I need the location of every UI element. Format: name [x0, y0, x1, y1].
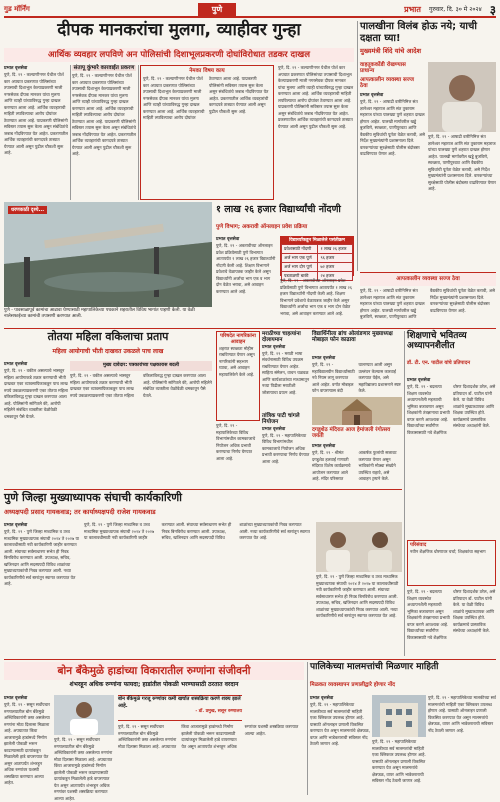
lead-col2-title: संतापू कुंभारे कारवाईत प्रकरण — [73, 65, 135, 71]
tax-body-end: पुणे, दि. २९ - महापालिकेच्या मालकीच्या सर्व मालमत्तांची माहिती एका क्लिकवर उपलब्ध होणार आहे. यासाठी ऑनलाइन प्रणाली विकसित करण्यात येत असून मालमत्तांचे क्षेत्रफळ, वापर आणि भाडेकराराची सविस्तर नोंद ठेवली जाणार आहे. — [372, 739, 426, 783]
students-headline-block — [312, 331, 402, 353]
school-table-box — [280, 236, 354, 279]
district-col-3 — [316, 574, 402, 656]
table-row — [282, 254, 353, 263]
table-row — [282, 263, 353, 272]
bone-headline: बोन बँकेमुळे हाडांच्या विकारातील रुग्णांना संजीवनी — [57, 665, 251, 677]
monsoon-photo-illustration — [4, 202, 212, 307]
section-divider — [4, 489, 402, 490]
right-mid-body-text: पुणे, दि. २९ - आषाढी वारीनिमित्त संत ज्ञानेश्वर महाराज आणि संत तुकाराम महाराज यांच्या पालख्या पुणे शहरात दाखल होणार आहेत. पालखी मार्गावरील खड्डे बुजविणे, स्वच्छता, पाणीपुरवठा आणि वैद्यकीय सुविधांची पूर्तता वेळेत करावी, असे निर्देश मुख्यमंत्र्यांनी प्रशासनाला दिले. वारकऱ्यांच्या सुरक्षेसाठी पोलीस बंदोबस्त वाढविण्यात येणार आहे. — [360, 288, 495, 319]
lead-col-1 — [4, 65, 68, 200]
photo-caption-block — [4, 308, 212, 322]
temple-body-block — [312, 443, 402, 486]
district-body-cont: पुणे, दि. २९ - पुणे जिल्हा माध्यमिक व उच्च माध्यमिक मुख्याध्यापक संघाची २०२४ ते २०२७ या कालावधीसाठी नवी कार्यकारिणी जाहीर करण्यात आली. संघाच्या सर्वसाधारण सभेत ही निवड बिनविरोध करण्यात आली. उपाध्यक्ष, सचिव, खजिनदार आणि सदस्यपदी विविध शाळांच्या मुख्याध्यापकांची निवड करण्यात आली. नव्या कार्यकारिणीचे सर्व स्तरांतून स्वागत करण्यात येत आहे. — [84, 522, 310, 540]
education-inset-title: परिसंवाद — [410, 542, 427, 548]
building-illustration — [372, 695, 426, 737]
palkhi-body: पुणे, दि. २९ - आषाढी वारीनिमित्त संत ज्ञानेश्वर महाराज आणि संत तुकाराम महाराज यांच्या पालख्या पुणे शहरात दाखल होणार आहेत. पालखी मार्गावरील खड्डे बुजविणे, स्वच्छता, पाणीपुरवठा आणि वैद्यकीय सुविधांची पूर्तता वेळेत करावी, असे निर्देश मुख्यमंत्र्यांनी प्रशासनाला दिले. वारकऱ्यांच्या सुरक्षेसाठी पोलीस बंदोबस्त वाढविण्यात येणार आहे. — [360, 99, 425, 156]
education-inset — [407, 540, 496, 586]
district-subhead-block — [4, 509, 402, 520]
bone-col-1 — [4, 695, 52, 795]
education-subhead-block — [407, 361, 496, 375]
education-headline: शिक्षणाचे भवितव्य अध्यापनशैलीत — [407, 331, 467, 352]
bone-byline: प्रभात वृत्तसेवा — [4, 696, 28, 701]
school-byline: प्रभात वृत्तसेवा — [216, 237, 240, 242]
bone-col-2 — [54, 737, 114, 801]
column-rule — [404, 331, 405, 656]
marathi-byline: प्रभात वृत्तसेवा — [262, 344, 286, 350]
school-stats-table — [281, 244, 353, 281]
palkhi-col-2 — [428, 134, 496, 270]
palkhi-body-cont: पुणे, दि. २९ - आषाढी वारीनिमित्त संत ज्ञानेश्वर महाराज आणि संत तुकाराम महाराज यांच्या पालख्या पुणे शहरात दाखल होणार आहेत. पालखी मार्गावरील खड्डे बुजविणे, स्वच्छता, पाणीपुरवठा आणि वैद्यकीय सुविधांची पूर्तता वेळेत करावी, असे निर्देश मुख्यमंत्र्यांनी प्रशासनाला दिले. वारकऱ्यांच्या सुरक्षेसाठी पोलीस बंदोबस्त वाढविण्यात येणार आहे. — [428, 134, 496, 191]
table-cell: ७२ हजार — [318, 263, 353, 272]
district-subhead: अध्यक्षपदी प्रसाद गायकवाड; तर कार्याध्यक्षपदी राजेश गायकवाड — [4, 508, 156, 516]
palkhi-headline: पालखीना विलंब होऊ नये; याची दक्षता घ्या! — [360, 21, 477, 44]
column-rule — [307, 662, 308, 795]
palkhi-byline: प्रभात वृत्तसेवा — [360, 93, 384, 98]
section-label: गुड मॉर्निंग — [4, 4, 30, 13]
palkhi-photo — [428, 62, 496, 132]
students-body-block — [312, 355, 402, 395]
advocate-body: पुणे, दि. २९ - वकील असल्याचे भासवून महिला आयोगाकडे तक्रार करण्याची भीती दाखवत एका व्यावसायिकाकडून पाच लाख रुपये उकळल्याप्रकरणी एका तोतया महिला वकिलाविरुद्ध गुन्हा दाखल करण्यात आला आहे. पोलिसांनी सांगितले की, आरोपी महिलेने संबंधित व्यक्तीला वेळोवेळी धमकावून पैसे घेतले. — [4, 368, 68, 419]
district-body-end: पुणे, दि. २९ - पुणे जिल्हा माध्यमिक व उच्च माध्यमिक मुख्याध्यापक संघाची २०२४ ते २०२७ या कालावधीसाठी नवी कार्यकारिणी जाहीर करण्यात आली. संघाच्या सर्वसाधारण सभेत ही निवड बिनविरोध करण्यात आली. उपाध्यक्ष, सचिव, खजिनदार आणि सदस्यपदी विविध शाळांच्या मुख्याध्यापकांची निवड करण्यात आली. नव्या कार्यकारिणीचे सर्व स्तरांतून स्वागत करण्यात येत आहे. — [316, 574, 399, 618]
right-mid-band-text: आपत्कालीन व्यवस्था सज्ज ठेवा — [396, 276, 460, 282]
lead-inset-body: पुणे, दि. २९ - कल्याणीनगर येथील पोर्श कार अपघात प्रकरणात पोलिसांच्या तपासाची दिशाभूल केल्याप्रकरणी माजी नगरसेवक दीपक मानकर यांचा मुलगा आणि व्याही यांच्याविरुद्ध गुन्हा दाखल करण्यात आला आहे. आर्थिक व्यवहाराची माहिती लपविल्याचा आरोप दोघांवर ठेवण्यात आला आहे. याप्रकरणी पोलिसांनी सविस्तर तपास सुरू केला असून संबंधितांचे जबाब नोंदविण्यात येत आहेत. प्रकरणातील आर्थिक व्यवहारांची कागदपत्रे ताब्यात घेण्यात आली असून पुढील चौकशी सुरू आहे. — [143, 76, 269, 121]
right-mid-body — [360, 288, 496, 326]
education-body-cont-block — [407, 589, 496, 655]
district-headline-block — [4, 492, 402, 508]
temple-illustration — [312, 397, 402, 425]
tax-col-1 — [310, 695, 370, 795]
rules-story — [262, 413, 310, 486]
table-cell: अर्ज भाग दोन पूर्ण — [282, 263, 318, 272]
advocate-col-2 — [70, 373, 212, 486]
rules-headline: तांत्रिक पाटी चांगले नियोजन — [262, 413, 300, 426]
aside-box — [216, 331, 260, 421]
bone-quote-box — [118, 695, 242, 721]
district-byline: प्रभात वृत्तसेवा — [4, 523, 28, 528]
education-body-cont: पुणे, दि. २९ - बदलत्या शिक्षण व्यवस्थेत अध्यापनशैली महत्त्वाची भूमिका बजावणार असून शिक्षकांनी तंत्रज्ञानाचा प्रभावी वापर करणे आवश्यक आहे. विद्यार्थ्यांच्या सर्वांगीण विकासासाठी नवे शैक्षणिक धोरण दिशादर्शक ठरेल, असे प्रतिपादन डॉ. पाटील यांनी केले. या वेळी विविध शाळांचे मुख्याध्यापक आणि शिक्षक उपस्थित होते. कार्यक्रमाचे प्रास्ताविक संस्थेच्या अध्यक्षांनी केले. — [407, 589, 496, 640]
palkhi-bullets — [360, 62, 420, 90]
bone-quote-author: - डॉ. प्रमुख, ससून रुग्णालय — [195, 709, 242, 714]
school-subhead: पुणे विभाग; अकरावी ऑनलाइन प्रवेश प्रक्रिया — [216, 224, 308, 230]
palkhi-col-1 — [360, 92, 426, 270]
tax-byline: प्रभात वृत्तसेवा — [310, 696, 334, 701]
school-subhead-block — [216, 224, 354, 234]
education-byline: प्रभात वृत्तसेवा — [407, 378, 431, 383]
rules-byline: प्रभात वृत्तसेवा — [262, 426, 286, 432]
school-col-2 — [280, 278, 354, 326]
tax-subhead: मिळकत व्यवस्थापन प्रणालीद्वारे होणार नोंद — [310, 682, 396, 688]
lead-col-2 — [72, 65, 136, 200]
lead-subhead-block — [4, 48, 354, 62]
lead-inset-title: नेमका विषय काय — [189, 68, 225, 74]
temple-photo — [312, 397, 402, 425]
palkhi-subhead-block — [360, 48, 496, 60]
page-number: ३ — [489, 2, 496, 17]
lead-headline-block — [4, 21, 354, 47]
table-cell: १ लाख २६ हजार — [318, 245, 353, 254]
bone-quote: बोन बँकेमुळे गरजू रुग्णांवर कमी खर्चात शस्त्रक्रिया करणे शक्य झाले आहे. — [118, 696, 241, 709]
bone-subhead: शंभरहून अधिक रुग्णांना फायदा; हाडांतील पोकळी भरण्यासाठी ठरतात वरदान — [69, 681, 239, 688]
students-byline: प्रभात वृत्तसेवा — [312, 356, 336, 361]
masthead-right — [404, 1, 496, 18]
brand-logo: प्रभात — [404, 4, 421, 14]
aside-below — [216, 423, 260, 486]
tax-col-2 — [428, 695, 496, 795]
school-headline: १ लाख २६ हजार विद्यार्थ्यांची नोंदणी — [216, 204, 341, 215]
photo-tag: धरणकाठी दृश्ये... — [8, 206, 47, 214]
right-mid-band — [360, 272, 496, 286]
marathi-story — [262, 331, 310, 411]
lead-byline: प्रभात वृत्तसेवा — [4, 66, 28, 71]
section-divider — [4, 328, 496, 329]
district-col-1 — [4, 522, 80, 656]
tax-headline-block — [310, 662, 496, 680]
advocate-inset-band — [70, 361, 212, 371]
table-cell: पडताळणी बाकी — [282, 272, 318, 281]
school-body-cont: पुणे, दि. २९ - अकरावीच्या ऑनलाइन प्रवेश प्रक्रियेसाठी पुणे विभागात आतापर्यंत १ लाख २६ हजार विद्यार्थ्यांनी नोंदणी केली आहे. शिक्षण विभागाने प्रवेशाचे वेळापत्रक जाहीर केले असून विद्यार्थ्यांनी अर्जाचा भाग एक व भाग दोन वेळेत भरावा, असे आवाहन करण्यात आले आहे. — [280, 278, 353, 316]
lead-inset-box — [140, 65, 274, 200]
school-col-1 — [216, 236, 276, 326]
aside-title: परिषदेत नागरिकांना आवाहन — [220, 333, 256, 345]
section-divider — [4, 659, 496, 660]
table-row — [282, 245, 353, 254]
marathi-headline: मराठीच्या चाहत्यांना दोलायमान — [262, 331, 301, 344]
education-headline-block — [407, 331, 496, 359]
advocate-body-cont: पुणे, दि. २९ - वकील असल्याचे भासवून महिला आयोगाकडे तक्रार करण्याची भीती दाखवत एका व्यावसायिकाकडून पाच लाख रुपये उकळल्याप्रकरणी एका तोतया महिला वकिलाविरुद्ध गुन्हा दाखल करण्यात आला आहे. पोलिसांनी सांगितले की, आरोपी महिलेने संबंधित व्यक्तीला वेळोवेळी धमकावून पैसे घेतले. — [70, 373, 212, 398]
palkhi-bullet: वाहतूककोंडी रोखण्यास प्राधान्य — [360, 62, 406, 75]
school-table-title: विद्यार्थ्यांकडून मिळालेले पसंतीक्रम — [281, 237, 353, 244]
bone-body: पुणे, दि. २९ - ससून सर्वोपचार रुग्णालयातील बोन बँकेमुळे अस्थिविकारांनी त्रस्त असलेल्या रुग्णांना मोठा दिलासा मिळाला आहे. अपघातात किंवा आजारामुळे हाडांमध्ये निर्माण झालेली पोकळी भरून काढण्यासाठी दात्यांकडून मिळालेली हाडे वापरण्यात येत असून आतापर्यंत शंभरहून अधिक रुग्णांवर यशस्वी शस्त्रक्रिया करण्यात आल्या आहेत. — [4, 702, 50, 785]
palkhi-headline-block — [360, 21, 496, 47]
table-cell: २४ हजार — [318, 272, 353, 281]
district-headline: पुणे जिल्हा मुख्याध्यापक संघाची कार्यकारिणी — [4, 491, 183, 504]
students-body: पुणे, दि. २९ - महाविद्यालयीन विद्यार्थ्यांसाठी नवे नियम लागू करण्यात आले आहेत. वर्गात मोबाइल फोन वापरण्यास बंदी घालण्यात आली असून उल्लंघन केल्यास कारवाई करण्यात येईल, असे महाविद्यालय प्रशासनाने स्पष्ट केले. — [312, 362, 401, 393]
district-col-2 — [84, 522, 312, 656]
lead-body: पुणे, दि. २९ - कल्याणीनगर येथील पोर्श कार अपघात प्रकरणात पोलिसांच्या तपासाची दिशाभूल केल्याप्रकरणी माजी नगरसेवक दीपक मानकर यांचा मुलगा आणि व्याही यांच्याविरुद्ध गुन्हा दाखल करण्यात आला आहे. आर्थिक व्यवहाराची माहिती लपविल्याचा आरोप दोघांवर ठेवण्यात आला आहे. याप्रकरणी पोलिसांनी सविस्तर तपास सुरू केला असून संबंधितांचे जबाब नोंदविण्यात येत आहेत. प्रकरणातील आर्थिक व्यवहारांची कागदपत्रे ताब्यात घेण्यात आली असून पुढील चौकशी सुरू आहे. — [4, 72, 69, 155]
issue-date: गुरुवार, दि. ३० मे २०२४ — [428, 6, 482, 13]
city-label: पुणे — [198, 3, 236, 16]
table-cell: प्रवेशासाठी नोंदणी — [282, 245, 318, 254]
bone-headline-block — [4, 662, 304, 680]
students-headline: विद्यार्थिनीला ब्रांच ओलांडणार मुख्याध्यक्ष मोबाइल फोन काढावा — [312, 331, 393, 344]
district-body: पुणे, दि. २९ - पुणे जिल्हा माध्यमिक व उच्च माध्यमिक मुख्याध्यापक संघाची २०२४ ते २०२७ या कालावधीसाठी नवी कार्यकारिणी जाहीर करण्यात आली. संघाच्या सर्वसाधारण सभेत ही निवड बिनविरोध करण्यात आली. उपाध्यक्ष, सचिव, खजिनदार आणि सदस्यपदी विविध शाळांच्या मुख्याध्यापकांची निवड करण्यात आली. नव्या कार्यकारिणीचे सर्व स्तरांतून स्वागत करण्यात येत आहे. — [4, 529, 79, 586]
marathi-body: पुणे, दि. २९ - मराठी भाषा संवर्धनासाठी विविध उपक्रम राबविण्यात येणार आहेत. साहित्य संमेलन, वाचन चळवळ आणि कार्यशाळांच्या माध्यमातून नव्या पिढीला मराठीशी जोडण्याचा प्रयत्न आहे. — [262, 350, 310, 395]
palkhi-bullet: आपत्कालीन व्यवस्था सज्ज ठेवा — [360, 76, 414, 89]
cm-portrait-illustration — [428, 62, 496, 132]
palkhi-subhead: मुख्यमंत्री शिंदे यांचे आदेश — [360, 47, 422, 55]
bone-subhead-block — [4, 682, 304, 693]
rules-body: पुणे, दि. २९ - महापालिकेच्या विविध विभागांमधील कामकाजाचे नियोजन अधिक प्रभावी करण्याचा निर्णय घेण्यात आला आहे. — [262, 432, 310, 464]
education-subhead: डॉ. टी. एन. पाटील यांचे प्रतिपादन — [407, 360, 470, 366]
column-rule — [357, 21, 358, 271]
advocate-inset-title: मुख्य दावेदार: पत्रकारांच्या पक्षकारास बदली — [102, 363, 179, 368]
tax-body: पुणे, दि. २९ - महापालिकेच्या मालकीच्या सर्व मालमत्तांची माहिती एका क्लिकवर उपलब्ध होणार आहे. यासाठी ऑनलाइन प्रणाली विकसित करण्यात येत असून मालमत्तांचे क्षेत्रफळ, वापर आणि भाडेकराराची सविस्तर नोंद ठेवली जाणार आहे. — [310, 702, 370, 746]
bone-body-cont: पुणे, दि. २९ - ससून सर्वोपचार रुग्णालयातील बोन बँकेमुळे अस्थिविकारांनी त्रस्त असलेल्या रुग्णांना मोठा दिलासा मिळाला आहे. अपघातात किंवा आजारामुळे हाडांमध्ये निर्माण झालेली पोकळी भरून काढण्यासाठी दात्यांकडून मिळालेली हाडे वापरण्यात येत असून आतापर्यंत शंभरहून अधिक रुग्णांवर यशस्वी शस्त्रक्रिया करण्यात आल्या आहेत. — [54, 737, 113, 801]
school-headline-block — [216, 205, 354, 223]
doctor-portrait-illustration — [54, 695, 114, 735]
temple-headline-block — [312, 427, 402, 441]
bone-photo — [54, 695, 114, 735]
lead-subhead: आर्थिक व्यवहार लपविणे अन पोलिसांची दिशाभूलप्रकरणी दोघांविरोधात तडकर दाखल — [48, 50, 310, 60]
tax-subhead-block — [310, 682, 496, 693]
tax-body-cont: पुणे, दि. २९ - महापालिकेच्या मालकीच्या सर्व मालमत्तांची माहिती एका क्लिकवर उपलब्ध होणार आहे. यासाठी ऑनलाइन प्रणाली विकसित करण्यात येत असून मालमत्तांचे क्षेत्रफळ, वापर आणि भाडेकराराची सविस्तर नोंद ठेवली जाणार आहे. — [428, 695, 496, 733]
photo-caption: पुणे - पावसाळापूर्व कामांचा आढावा घेण्यासाठी महापालिकेच्या पथकाने शहरातील विविध भागांत पाहणी केली. या वेळी नालेसफाईच्या कामांची तपासणी करण्यात आली. — [4, 308, 195, 320]
table-cell: अर्ज भाग एक पूर्ण — [282, 254, 318, 263]
advocate-subhead-block — [4, 349, 212, 359]
advocate-col-1 — [4, 361, 68, 486]
lead-col-4 — [278, 65, 354, 200]
column-rule — [70, 65, 71, 200]
advocate-byline: प्रभात वृत्तसेवा — [4, 362, 28, 367]
bone-body-end: पुणे, दि. २९ - ससून सर्वोपचार रुग्णालयातील बोन बँकेमुळे अस्थिविकारांनी त्रस्त असलेल्या रुग्णांना मोठा दिलासा मिळाला आहे. अपघातात किंवा आजारामुळे हाडांमध्ये निर्माण झालेली पोकळी भरून काढण्यासाठी दात्यांकडून मिळालेली हाडे वापरण्यात येत असून आतापर्यंत शंभरहून अधिक रुग्णांवर यशस्वी शस्त्रक्रिया करण्यात आल्या आहेत. — [118, 724, 299, 749]
education-inset-body: नवीन शैक्षणिक धोरणावर चर्चा; शिक्षकांचा सहभाग — [410, 548, 486, 554]
tax-col-3 — [372, 739, 426, 795]
district-photo — [316, 522, 402, 572]
group-portrait-illustration — [316, 522, 402, 572]
aside-below-body: पुणे, दि. २९ - महापालिकेच्या विविध विभागांमधील कामकाजाचे नियोजन अधिक प्रभावी करण्याचा निर्णय घेण्यात आला आहे. — [216, 423, 256, 461]
temple-headline: दगडूशेठ मंदिरात आज हेमांजली रंगोत्सव जयंती — [312, 427, 391, 440]
advocate-headline-block — [4, 331, 212, 348]
temple-body: पुणे, दि. २९ - श्रीमंत दगडूशेठ हलवाई गणपती मंदिरात विशेष कार्यक्रमाचे आयोजन करण्यात आले आहे. मंदिर परिसरात आकर्षक फुलांची सजावट करण्यात येणार असून भाविकांनी मोठ्या संख्येने उपस्थित राहावे, असे आवाहन ट्रस्टने केले. — [312, 450, 397, 481]
advocate-headline: तोतया महिला वकिलाचा प्रताप — [47, 330, 169, 343]
column-rule — [138, 65, 139, 200]
masthead — [4, 2, 496, 18]
lead-headline: दीपक मानकरांचा मुलगा, व्याहीवर गुन्हा — [57, 20, 301, 40]
lead-col2-body: पुणे, दि. २९ - कल्याणीनगर येथील पोर्श कार अपघात प्रकरणात पोलिसांच्या तपासाची दिशाभूल केल्याप्रकरणी माजी नगरसेवक दीपक मानकर यांचा मुलगा आणि व्याही यांच्याविरुद्ध गुन्हा दाखल करण्यात आला आहे. आर्थिक व्यवहाराची माहिती लपविल्याचा आरोप दोघांवर ठेवण्यात आला आहे. याप्रकरणी पोलिसांनी सविस्तर तपास सुरू केला असून संबंधितांचे जबाब नोंदविण्यात येत आहेत. प्रकरणातील आर्थिक व्यवहारांची कागदपत्रे ताब्यात घेण्यात आली असून पुढील चौकशी सुरू आहे. — [72, 73, 137, 157]
advocate-subhead: महिला आयोगाची भीती दाखवत उकळले पाच लाख — [52, 348, 164, 355]
tax-photo — [372, 695, 426, 737]
lead-col4-body: पुणे, दि. २९ - कल्याणीनगर येथील पोर्श कार अपघात प्रकरणात पोलिसांच्या तपासाची दिशाभूल केल्याप्रकरणी माजी नगरसेवक दीपक मानकर यांचा मुलगा आणि व्याही यांच्याविरुद्ध गुन्हा दाखल करण्यात आला आहे. आर्थिक व्यवहाराची माहिती लपविल्याचा आरोप दोघांवर ठेवण्यात आला आहे. याप्रकरणी पोलिसांनी सविस्तर तपास सुरू केला असून संबंधितांचे जबाब नोंदविण्यात येत आहेत. प्रकरणातील आर्थिक व्यवहारांची कागदपत्रे ताब्यात घेण्यात आली असून पुढील चौकशी सुरू आहे. — [278, 65, 354, 129]
temple-byline: प्रभात वृत्तसेवा — [312, 444, 336, 449]
tax-headline: पालिकेच्या मालमत्तांची मिळणार माहिती — [310, 662, 439, 672]
table-cell: ९६ हजार — [318, 254, 353, 263]
bone-col-3 — [118, 724, 304, 795]
education-body: पुणे, दि. २९ - बदलत्या शिक्षण व्यवस्थेत अध्यापनशैली महत्त्वाची भूमिका बजावणार असून शिक्षकांनी तंत्रज्ञानाचा प्रभावी वापर करणे आवश्यक आहे. विद्यार्थ्यांच्या सर्वांगीण विकासासाठी नवे शैक्षणिक धोरण दिशादर्शक ठरेल, असे प्रतिपादन डॉ. पाटील यांनी केले. या वेळी विविध शाळांचे मुख्याध्यापक आणि शिक्षक उपस्थित होते. कार्यक्रमाचे प्रास्ताविक संस्थेच्या अध्यक्षांनी केले. — [407, 384, 496, 435]
education-body-block — [407, 377, 496, 537]
school-body: पुणे, दि. २९ - अकरावीच्या ऑनलाइन प्रवेश प्रक्रियेसाठी पुणे विभागात आतापर्यंत १ लाख २६ हजार विद्यार्थ्यांनी नोंदणी केली आहे. शिक्षण विभागाने प्रवेशाचे वेळापत्रक जाहीर केले असून विद्यार्थ्यांनी अर्जाचा भाग एक व भाग दोन वेळेत भरावा, असे आवाहन करण्यात आले आहे. — [216, 243, 276, 294]
aside-body: शहरात स्वच्छता मोहीम राबविण्यात येणार असून नागरिकांनी सहभाग घ्यावा, असे आवाहन महापालिकेने केले आहे. — [219, 345, 255, 377]
lead-photo — [4, 202, 212, 307]
